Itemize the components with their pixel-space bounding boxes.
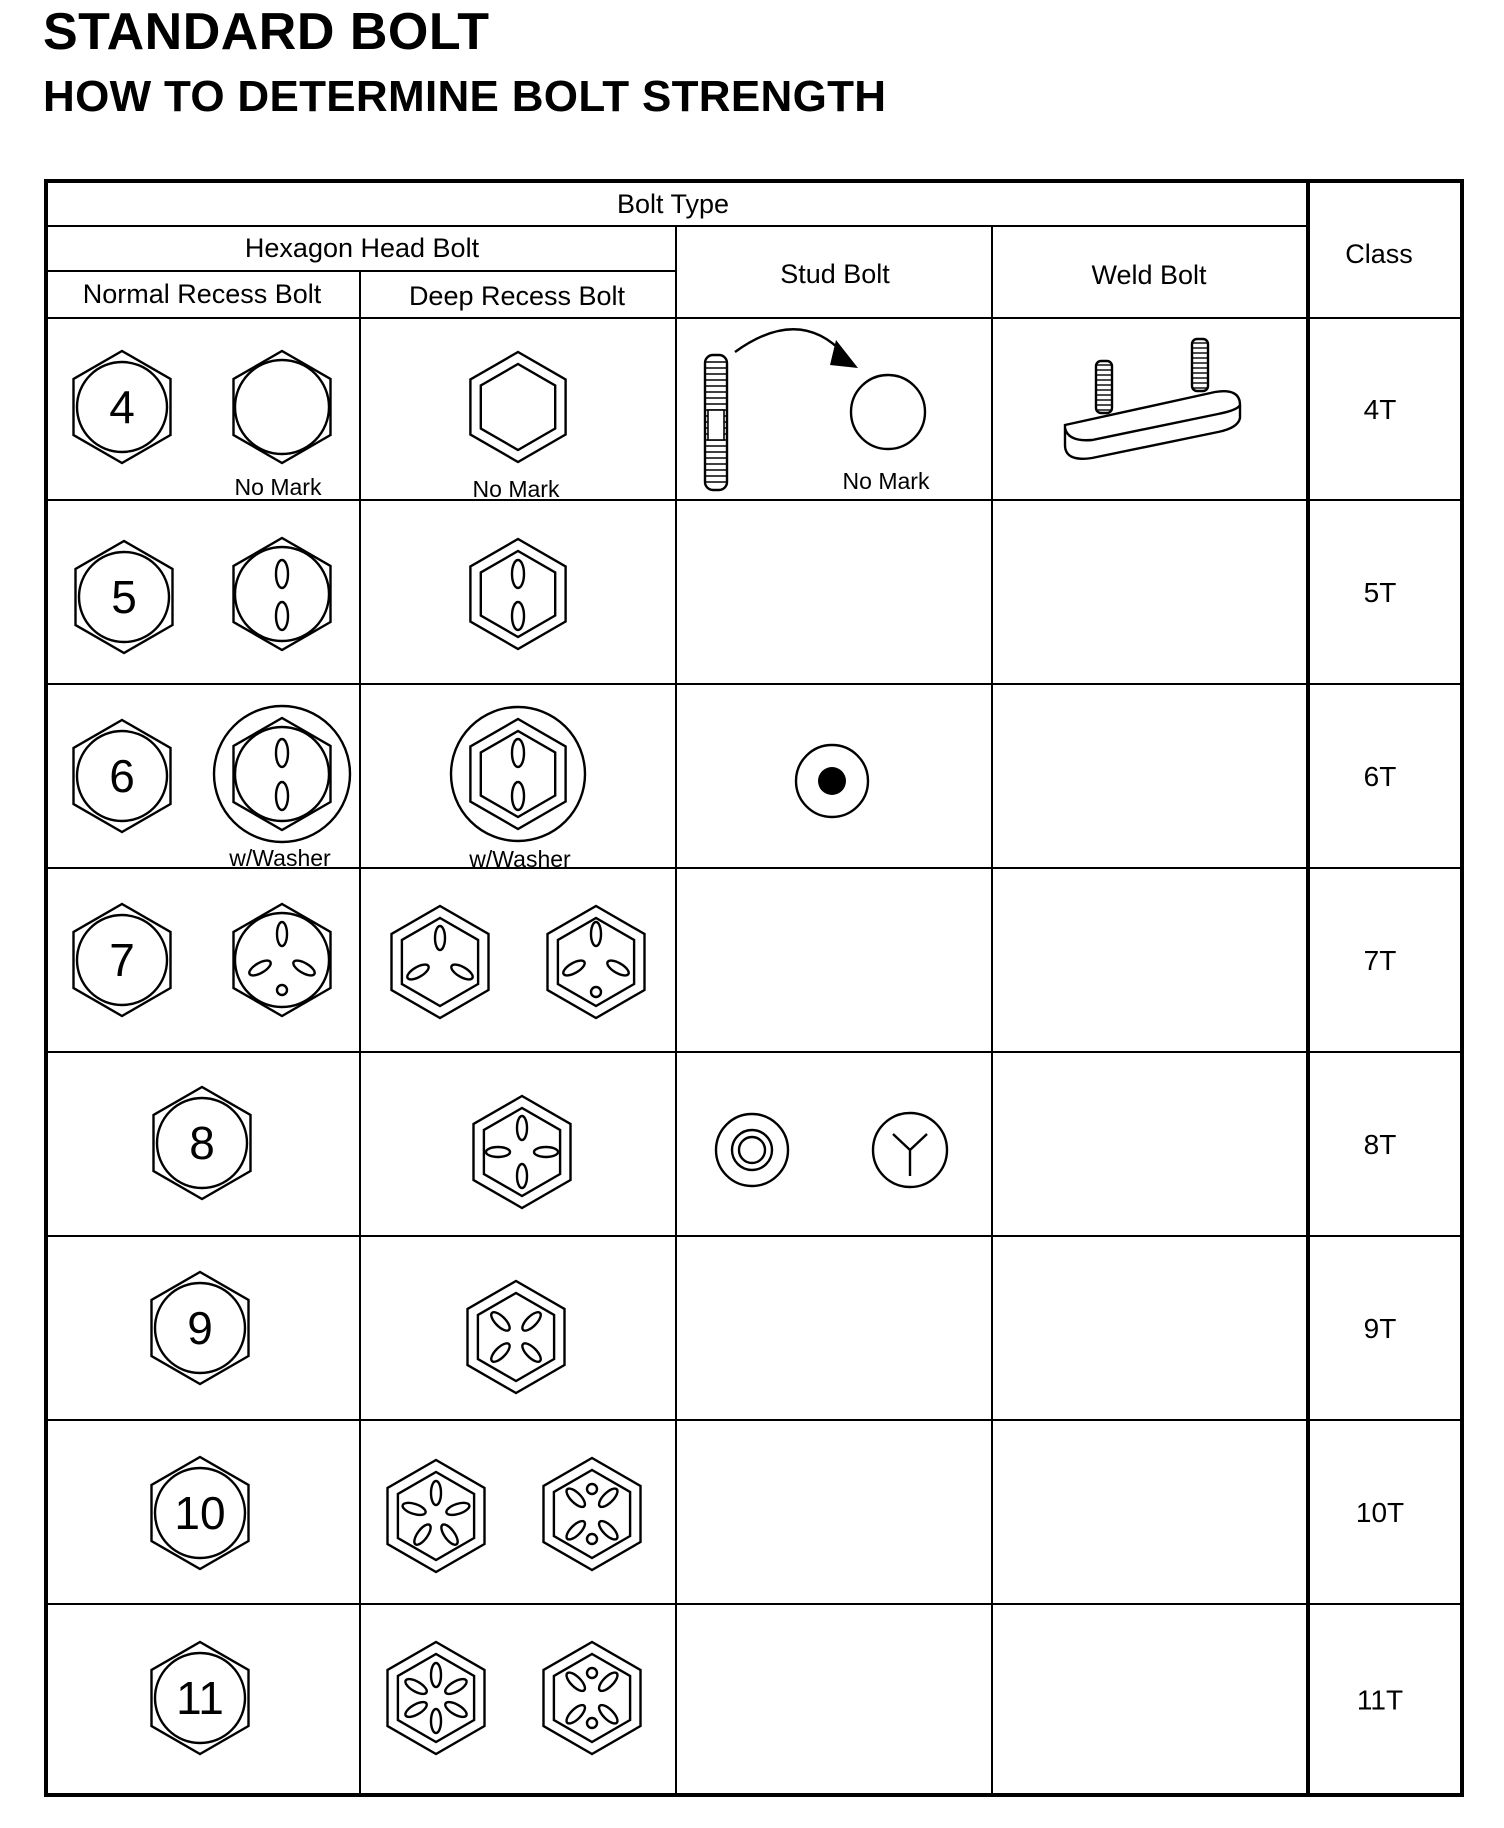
- header-bolt-type: Bolt Type: [616, 189, 730, 219]
- deep-recess-4t-no-mark: [470, 352, 565, 502]
- bolt-number: 9: [187, 1302, 213, 1354]
- number-symbol-7: [74, 904, 171, 1016]
- class-value-8t: 8T: [1363, 1129, 1397, 1160]
- normal-recess-7t-three-lines: [234, 904, 331, 1016]
- washer-label: w/Washer: [229, 845, 331, 871]
- weld-bolt-4t-illustration: [1065, 339, 1240, 459]
- bolt-number: 11: [176, 1672, 224, 1724]
- class-value-6t: 6T: [1363, 761, 1397, 792]
- deep-recess-7t-three-lines-dot: [548, 906, 645, 1018]
- number-symbol-10: [152, 1457, 249, 1569]
- deep-recess-10t-five-lines: [388, 1460, 485, 1572]
- table-grid: [46, 181, 1462, 1795]
- page-title: STANDARD BOLT: [43, 3, 490, 61]
- class-value-7t: 7T: [1363, 945, 1397, 976]
- no-mark-label: No Mark: [472, 476, 560, 502]
- bolt-number: 6: [109, 750, 135, 802]
- stud-bolt-8t-y-mark: [873, 1113, 947, 1187]
- normal-recess-6t-washer: [214, 706, 350, 871]
- class-value-5t: 5T: [1363, 577, 1397, 608]
- header-deep-recess-bolt: Deep Recess Bolt: [408, 281, 626, 311]
- class-value-4t: 4T: [1363, 394, 1397, 425]
- washer-label: w/Washer: [469, 846, 571, 872]
- bolt-number: 10: [174, 1487, 226, 1539]
- number-symbol-6: [74, 720, 171, 832]
- deep-recess-9t-four-lines: [468, 1281, 565, 1393]
- deep-recess-11t-six-lines-dots: [544, 1642, 641, 1754]
- class-value-10t: 10T: [1355, 1497, 1405, 1528]
- class-value-9t: 9T: [1363, 1313, 1397, 1344]
- class-value-11t: 11T: [1356, 1684, 1404, 1716]
- header-weld-bolt: Weld Bolt: [1091, 260, 1207, 290]
- deep-recess-8t-four-lines: [474, 1096, 571, 1208]
- number-symbol-8: [154, 1087, 251, 1199]
- stud-bolt-4t-illustration: [705, 329, 930, 494]
- deep-recess-7t-three-lines: [392, 906, 489, 1018]
- stud-bolt-6t-dot: [796, 745, 868, 817]
- no-mark-label: No Mark: [234, 474, 322, 500]
- header-stud-bolt: Stud Bolt: [780, 259, 890, 289]
- header-normal-recess-bolt: Normal Recess Bolt: [82, 279, 322, 309]
- number-symbol-11: [152, 1642, 249, 1754]
- bolt-number: 8: [189, 1117, 215, 1169]
- no-mark-label: No Mark: [842, 468, 930, 494]
- table-frame: [46, 181, 1462, 1795]
- number-symbol-9: [152, 1272, 249, 1384]
- stud-bolt-8t-ring: [716, 1114, 788, 1186]
- deep-recess-5t-two-lines: [470, 539, 565, 649]
- header-hexagon-head-bolt: Hexagon Head Bolt: [244, 233, 480, 263]
- deep-recess-6t-washer: [451, 707, 585, 872]
- bolt-number: 7: [109, 934, 135, 986]
- number-symbol-4: [74, 351, 171, 463]
- bolt-number: 4: [109, 381, 135, 433]
- page-subtitle: HOW TO DETERMINE BOLT STRENGTH: [43, 72, 887, 121]
- number-symbol-5: [76, 541, 173, 653]
- deep-recess-10t-five-lines-dots: [544, 1458, 641, 1570]
- normal-recess-4t-no-mark: [234, 351, 331, 500]
- normal-recess-5t-two-lines: [234, 538, 331, 650]
- bolt-number: 5: [111, 571, 137, 623]
- deep-recess-11t-six-lines: [388, 1642, 485, 1754]
- header-class: Class: [1345, 239, 1413, 269]
